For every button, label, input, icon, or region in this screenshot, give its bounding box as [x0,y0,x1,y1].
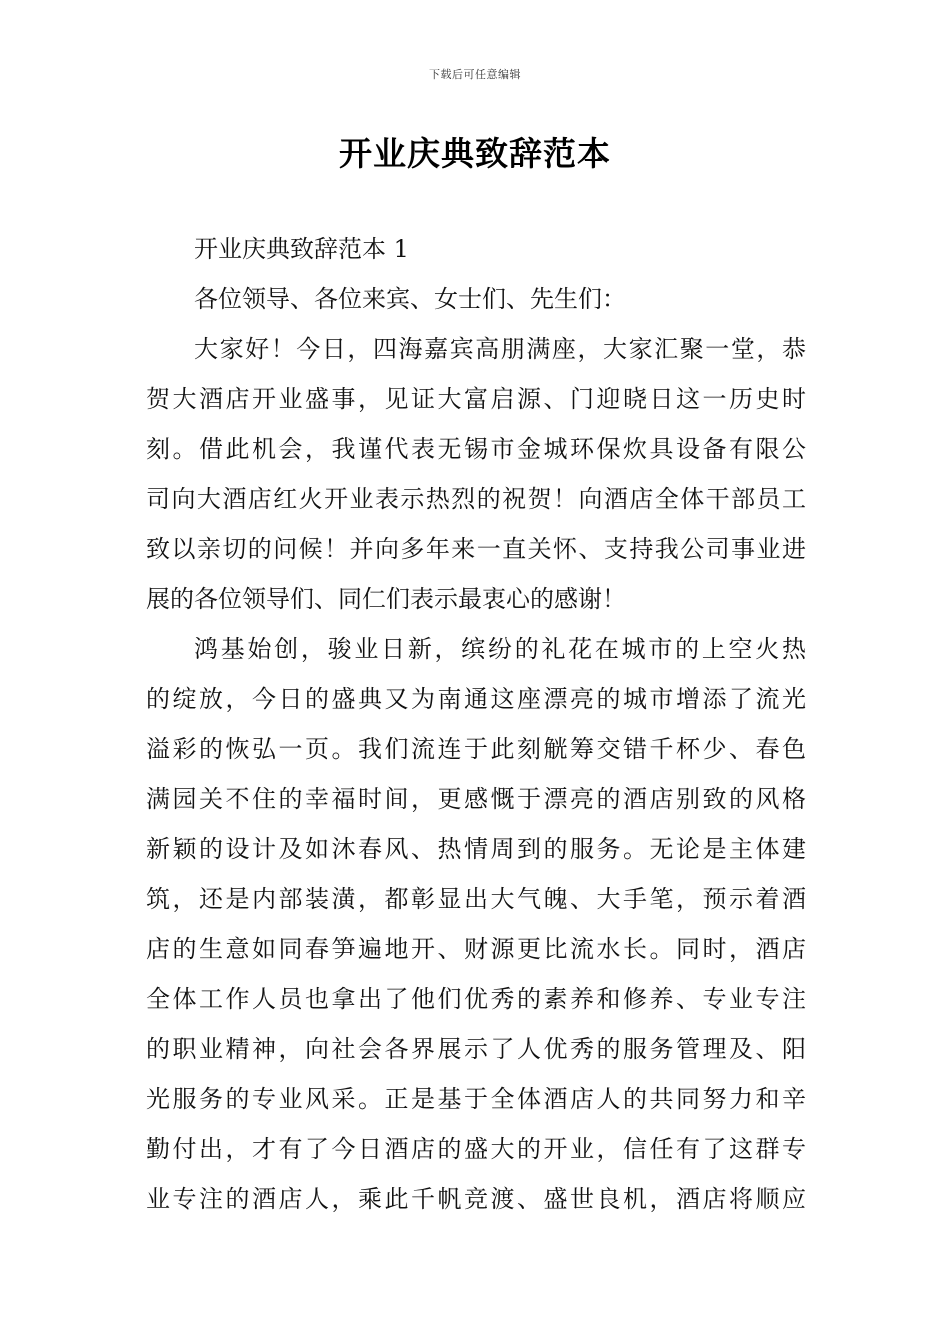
text-line: 业专注的酒店人，乘此千帆竞渡、盛世良机，酒店将顺应 [146,1185,806,1213]
text-line: 溢彩的恢弘一页。我们流连于此刻觥筹交错千杯少、春色 [146,735,806,763]
document-body [146,224,806,1224]
text-line: 开业庆典致辞范本 1 [194,235,409,263]
text-line: 大家好！今日，四海嘉宾高朋满座，大家汇聚一堂，恭 [194,335,806,363]
text-line: 致以亲切的问候！并向多年来一直关怀、支持我公司事业进 [146,535,806,563]
text-line: 全体工作人员也拿出了他们优秀的素养和修养、专业专注 [146,985,806,1013]
text-line: 展的各位领导们、同仁们表示最衷心的感谢！ [146,585,626,613]
text-line: 司向大酒店红火开业表示热烈的祝贺！向酒店全体干部员工 [146,485,806,513]
text-line: 筑，还是内部装潢，都彰显出大气魄、大手笔，预示着酒 [146,885,806,913]
text-line: 店的生意如同春笋遍地开、财源更比流水长。同时，酒店 [146,935,806,963]
document-title: 开业庆典致辞范本 [339,134,611,173]
text-line: 刻。借此机会，我谨代表无锡市金城环保炊具设备有限公 [146,435,806,463]
text-line: 贺大酒店开业盛事，见证大富启源、门迎晓日这一历史时 [146,385,806,413]
text-line: 新颖的设计及如沐春风、热情周到的服务。无论是主体建 [146,835,806,863]
header-note: 下载后可任意编辑 [429,68,521,81]
text-line: 的绽放，今日的盛典又为南通这座漂亮的城市增添了流光 [146,685,806,713]
text-line: 满园关不住的幸福时间，更感慨于漂亮的酒店别致的风格 [146,785,806,813]
text-line: 勤付出，才有了今日酒店的盛大的开业，信任有了这群专 [146,1135,806,1163]
text-line: 各位领导、各位来宾、女士们、先生们： [194,285,626,313]
text-line: 的职业精神，向社会各界展示了人优秀的服务管理及、阳 [146,1035,806,1063]
text-line: 鸿基始创，骏业日新，缤纷的礼花在城市的上空火热 [194,635,806,663]
text-line: 光服务的专业风采。正是基于全体酒店人的共同努力和辛 [146,1085,806,1113]
